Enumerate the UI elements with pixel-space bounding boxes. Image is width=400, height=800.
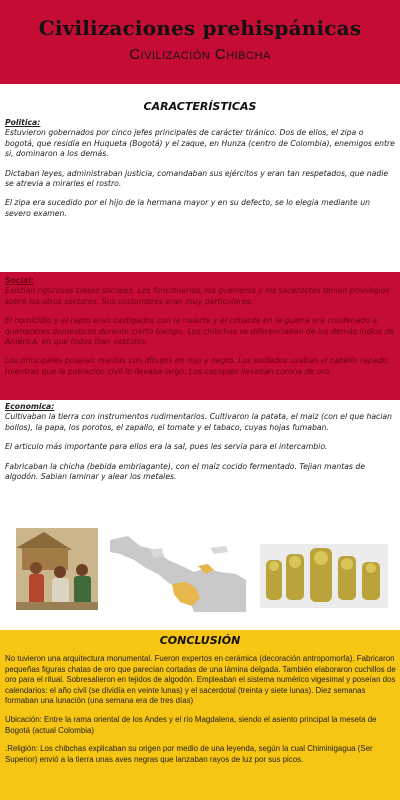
social-paragraph: Los principales poseian mantas con dibujos en rojo y negro. Los soldados usaban el cabello rapado, mientras que la población civil lo llevaba largo. Los caciques llevaban corona de oro. bbox=[5, 356, 390, 376]
social-section bbox=[5, 276, 395, 386]
economica-paragraph: El articulo más importante para ellos era la sal, pues les servia para el intercambio. bbox=[5, 442, 328, 452]
chibcha-territory-map bbox=[110, 526, 246, 612]
politica-paragraph: El zipa era sucedido por el hijo de la hermana mayor y en su defecto, se lo elegia mediante un severo examen. bbox=[5, 198, 370, 218]
conclusion-paragraph: No tuvieron una arquitectura monumental. Fueron expertos en cerámica (decoración antropomorfa). Fabricaron pequeñas figuras chatas de oro que parecían cortadas de una lámina delgada. También elaboraron cuchillos de oro para el ritual. Sobresalieron en tejidos de algodón. Empleaban el sistema numérico vigesimal y poseían dos calendarios: el año civil (se dividía en veinte lunas) y el sacerdotal (treinta y siete lunas). Diez semanas formaban una lunación (una semana era de tres días) bbox=[5, 654, 396, 706]
politica-paragraph: Estuvieron gobernados por cinco jefes principales de carácter tiránico. Dos de ellos, el zipa o bogotá, que residía en Huqueta (Bogotá) y el zaque, en Hunza (centro de Colombia), enemigos entre si, dominaron a los demás. bbox=[5, 128, 395, 159]
economica-label: Economica: bbox=[5, 402, 55, 411]
gold-figurines-photo bbox=[260, 544, 388, 608]
social-label: Social: bbox=[5, 276, 34, 285]
conclusion-heading: CONCLUSIÓN bbox=[159, 634, 241, 647]
politica-paragraph: Dictaban leyes, administraban justicia, comandaban sus ejércitos y eran tan respetados, que nadie se atrevia a mirarles el rostro. bbox=[5, 168, 389, 189]
page-subtitle: Civilización Chibcha bbox=[129, 46, 271, 63]
conclusion-paragraph: .Religión: Los chibchas explicaban su origen por medio de una leyenda, según la cual Chiminigagua (Ser Superior) envió a la tierra unas aves negras que lanzaban rayos de luz por sus picos. bbox=[5, 744, 373, 764]
header-banner bbox=[0, 0, 400, 84]
economica-section bbox=[5, 402, 395, 491]
economica-paragraph: Fabricaban la chicha (bebida embriagante), con el maíz cocido fermentado. Tejian mantas de algodón. Sabian laminar y alear los metales. bbox=[5, 461, 365, 482]
conclusion-paragraph: Ubicación: Entre la rama oriental de los Andes y el río Magdalena, siendo el asiento principal la meseta de Bogotá (actual Colombia) bbox=[5, 714, 377, 735]
social-paragraph: El homicidio y el rapto eran castigados con la muerte y el cobarde en la guerra era condenado a quehaceres domésticos durante cierto tiempo. Los chibchas se diferenciaban de los demás indios de América, en que todos iban vestidos. bbox=[5, 316, 395, 347]
politica-section bbox=[5, 118, 395, 228]
conclusion-section bbox=[5, 654, 397, 773]
page-title: Civilizaciones prehispánicas bbox=[38, 16, 362, 40]
characteristics-heading: CARACTERÍSTICAS bbox=[143, 100, 257, 113]
social-paragraph: Existian rigurosas clases sociales. Los funcionarios, los guerreros y los sacerdotes tenian privilegios sobre los otros sectores. Sus costumbres eran muy particulares: bbox=[5, 286, 390, 306]
chibcha-people-illustration bbox=[16, 528, 98, 610]
economica-paragraph: Cultivaban la tierra con instrumentos rudimentarios. Cultivaron la patata, el maiz (con el que hacian bollos), la papa, los porotos, el zapallo, el tomate y el tabaco, cuyas hojas fumaban. bbox=[5, 412, 392, 432]
politica-label: Politica: bbox=[5, 118, 41, 127]
